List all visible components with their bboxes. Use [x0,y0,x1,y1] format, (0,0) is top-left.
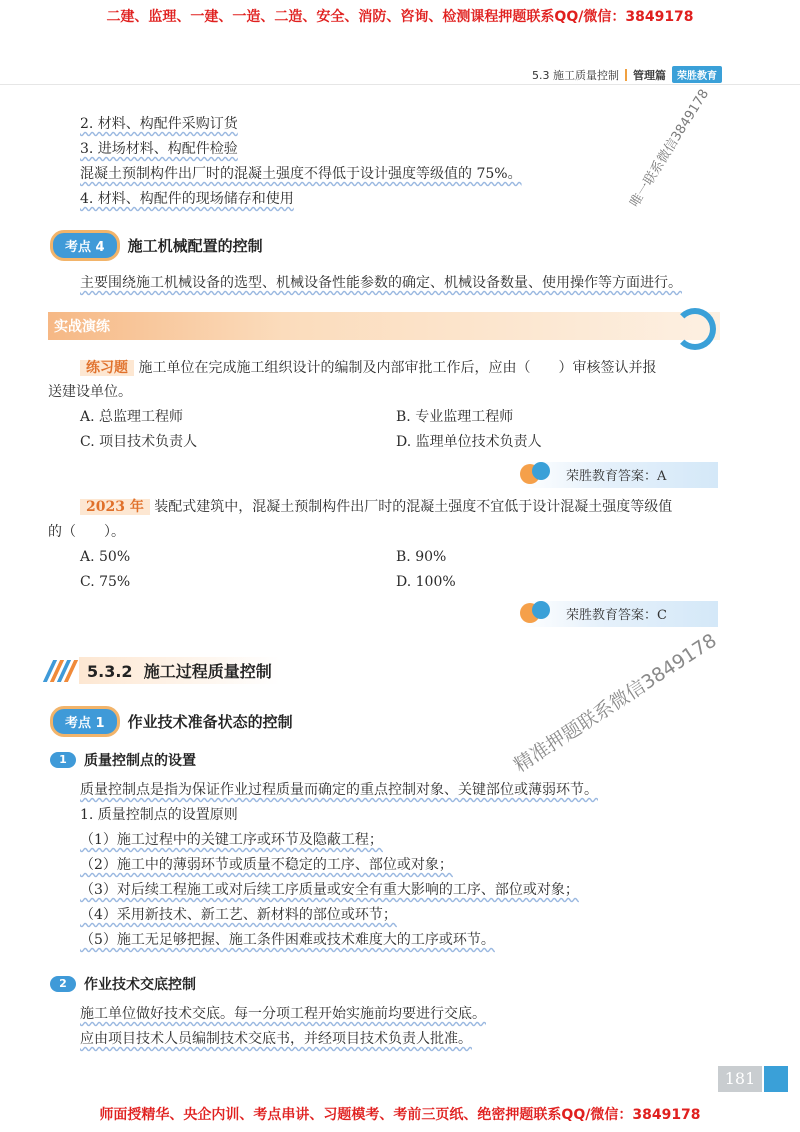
intro-item-2: 2. 材料、构配件采购订货 [80,116,238,132]
practice-banner-label: 实战演练 [54,319,110,335]
q1-option-c: C. 项目技术负责人 [80,434,198,450]
intro-note: 混凝土预制构件出厂时的混凝土强度不得低于设计强度等级值的 75%。 [80,166,522,182]
header-divider [625,69,627,81]
kaodian-4-heading [50,230,263,261]
q1-answer-box [520,462,718,488]
running-header [532,66,722,83]
subsection-1-heading [50,750,196,770]
subsection-2-heading [50,974,196,994]
top-banner: 二建、监理、一建、一造、二造、安全、消防、咨询、检测课程押题联系QQ/微信：3849178 [106,9,694,25]
subsection-title: 质量控制点的设置 [84,753,196,769]
q2-option-c: C. 75% [80,574,131,590]
sub1-line-1: 1. 质量控制点的设置原则 [80,807,238,823]
watermark-small: 唯一联系微信3849178 [627,86,713,211]
page-number: 181 [718,1066,762,1092]
q1-option-a: A. 总监理工程师 [80,409,184,425]
q2-option-b: B. 90% [396,549,447,565]
section-name: 施工过程质量控制 [143,662,272,681]
q2-line1 [80,497,672,517]
bottom-banner: 师面授精华、央企内训、考点串讲、习题模考、考前三页纸、绝密押题联系QQ/微信：3849178 [99,1107,701,1123]
section-title [79,657,280,684]
sub1-line-3: （2）施工中的薄弱环节或质量不稳定的工序、部位或对象； [80,857,453,873]
kaodian-title: 作业技术准备状态的控制 [127,713,293,731]
q2-tag: 2023 年 [80,499,150,515]
q1-option-d: D. 监理单位技术负责人 [396,434,542,450]
kaodian-4-text: 主要围绕施工机械设备的选型、机械设备性能参数的确定、机械设备数量、使用操作等方面进行。 [80,275,682,291]
publisher-logo: 荣胜教育 [672,66,722,83]
swirl-icon [674,308,716,350]
subsection-title: 作业技术交底控制 [84,977,196,993]
q2-stem: 装配式建筑中，混凝土预制构件出厂时的混凝土强度不宜低于设计混凝土强度等级值 [154,499,673,515]
intro-item-4: 4. 材料、构配件的现场储存和使用 [80,191,294,207]
page-number-tab [764,1066,788,1092]
q1-stem: 施工单位在完成施工组织设计的编制及内部审批工作后，应由（ ）审核签认并报 [138,360,657,376]
intro-item-3: 3. 进场材料、构配件检验 [80,141,238,157]
kaodian-tag: 考点 1 [50,706,120,737]
sub2-line-1: 应由项目技术人员编制技术交底书，并经项目技术负责人批准。 [80,1031,472,1047]
kaodian-1-heading [50,706,293,737]
header-section: 5.3 施工质量控制 [532,68,619,82]
sub1-line-2: （1）施工过程中的关键工序或环节及隐蔽工程； [80,832,383,848]
kaodian-title: 施工机械配置的控制 [127,237,263,255]
section-number: 5.3.2 [87,662,133,681]
q2-answer: 荣胜教育答案：C [566,608,667,623]
cloud-icon [532,601,550,619]
sub1-line-5: （4）采用新技术、新工艺、新材料的部位或环节； [80,907,397,923]
q1-line2: 送建设单位。 [48,384,132,400]
kaodian-tag: 考点 4 [50,230,120,261]
sub1-line-6: （5）施工无足够把握、施工条件困难或技术难度大的工序或环节。 [80,932,495,948]
sub2-line-0: 施工单位做好技术交底。每一分项工程开始实施前均要进行交底。 [80,1006,486,1022]
q1-tag: 练习题 [80,360,134,376]
q1-answer: 荣胜教育答案：A [566,469,667,484]
header-rule [0,84,800,85]
watermark-large: 精准押题联系微信3849178 [510,629,721,777]
cloud-icon [532,462,550,480]
q2-answer-box [520,601,718,627]
subsection-number: 1 [50,752,76,768]
sub1-line-0: 质量控制点是指为保证作业过程质量而确定的重点控制对象、关键部位或薄弱环节。 [80,782,598,798]
header-part: 管理篇 [633,68,666,82]
sub1-line-4: （3）对后续工程施工或对后续工序质量或安全有重大影响的工序、部位或对象； [80,882,579,898]
stripes-icon [48,660,73,682]
section-heading [48,657,280,684]
q2-option-d: D. 100% [396,574,456,590]
subsection-number: 2 [50,976,76,992]
q1-option-b: B. 专业监理工程师 [396,409,514,425]
q1-line1 [80,358,656,378]
practice-banner [48,312,720,340]
q2-option-a: A. 50% [80,549,131,565]
q2-line2: 的（ ）。 [48,524,125,540]
